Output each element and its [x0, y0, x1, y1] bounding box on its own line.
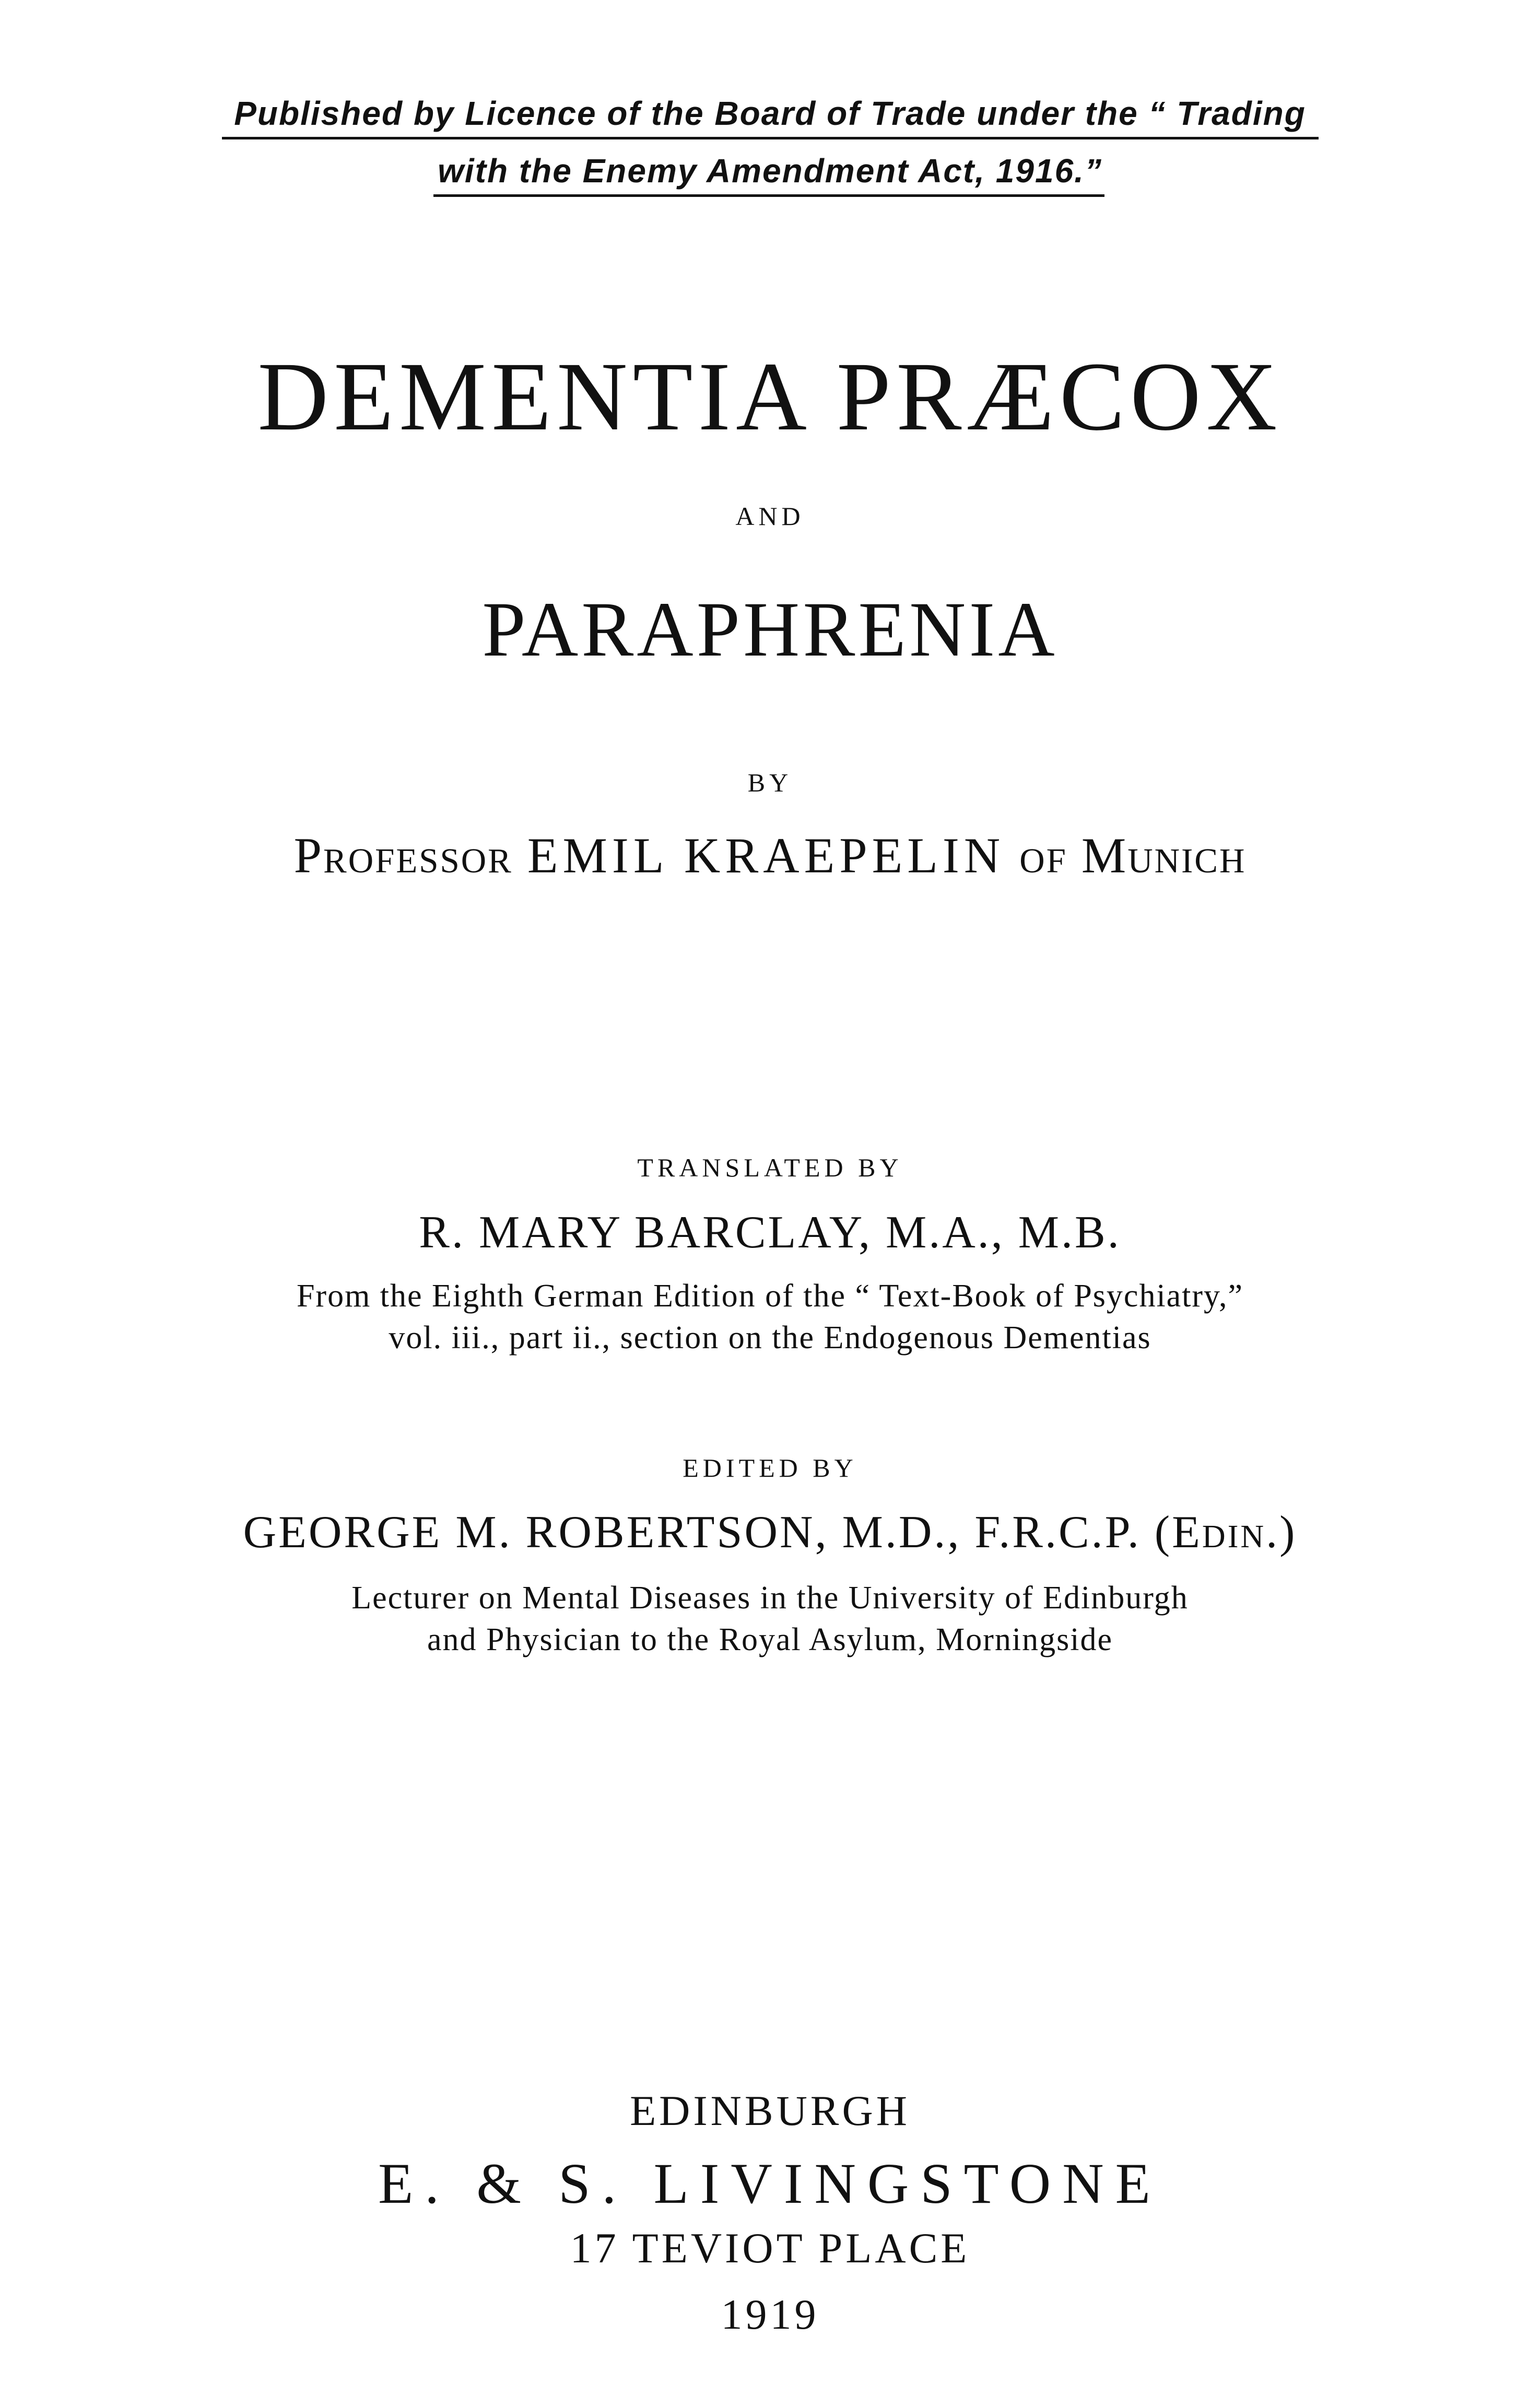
imprint-publisher: E. & S. LIVINGSTONE: [378, 2152, 1162, 2215]
licence-notice-line-1: Published by Licence of the Board of Trade under the “ Trading: [234, 95, 1306, 132]
translation-source-line-2: vol. iii., part ii., section on the Endogenous Dementias: [389, 1320, 1151, 1356]
book-title: DEMENTIA PRÆCOX: [257, 342, 1283, 451]
licence-notice-rule-1: [222, 137, 1319, 139]
edited-by-label: EDITED BY: [683, 1453, 857, 1482]
licence-notice-rule-2: [433, 194, 1104, 197]
translator-name: R. MARY BARCLAY, M.A., M.B.: [419, 1207, 1121, 1258]
author-suffix: of Munich: [1019, 827, 1247, 883]
editor-name: GEORGE M. ROBERTSON, M.D., F.R.C.P.: [243, 1507, 1141, 1558]
editor-line: [0, 1507, 1540, 1558]
author-line: [0, 827, 1540, 883]
editor-description-line-1: Lecturer on Mental Diseases in the University of Edinburgh: [351, 1580, 1189, 1616]
translated-by-label: TRANSLATED BY: [637, 1153, 903, 1182]
author-prefix: Professor: [293, 827, 513, 883]
editor-description-line-2: and Physician to the Royal Asylum, Morningside: [427, 1622, 1113, 1657]
licence-notice-line-2: with the Enemy Amendment Act, 1916.”: [438, 152, 1102, 190]
editor-name-suffix: (Edin.): [1154, 1507, 1297, 1558]
imprint-city: EDINBURGH: [630, 2087, 910, 2134]
imprint-year: 1919: [721, 2291, 819, 2338]
imprint-address: 17 TEVIOT PLACE: [570, 2224, 970, 2272]
translation-source-line-1: From the Eighth German Edition of the “ Text-Book of Psychiatry,”: [296, 1278, 1244, 1314]
book-subtitle: PARAPHRENIA: [482, 586, 1058, 673]
title-conjunction: AND: [735, 501, 805, 531]
by-label: BY: [747, 768, 793, 797]
author-name: EMIL KRAEPELIN: [527, 827, 1005, 883]
